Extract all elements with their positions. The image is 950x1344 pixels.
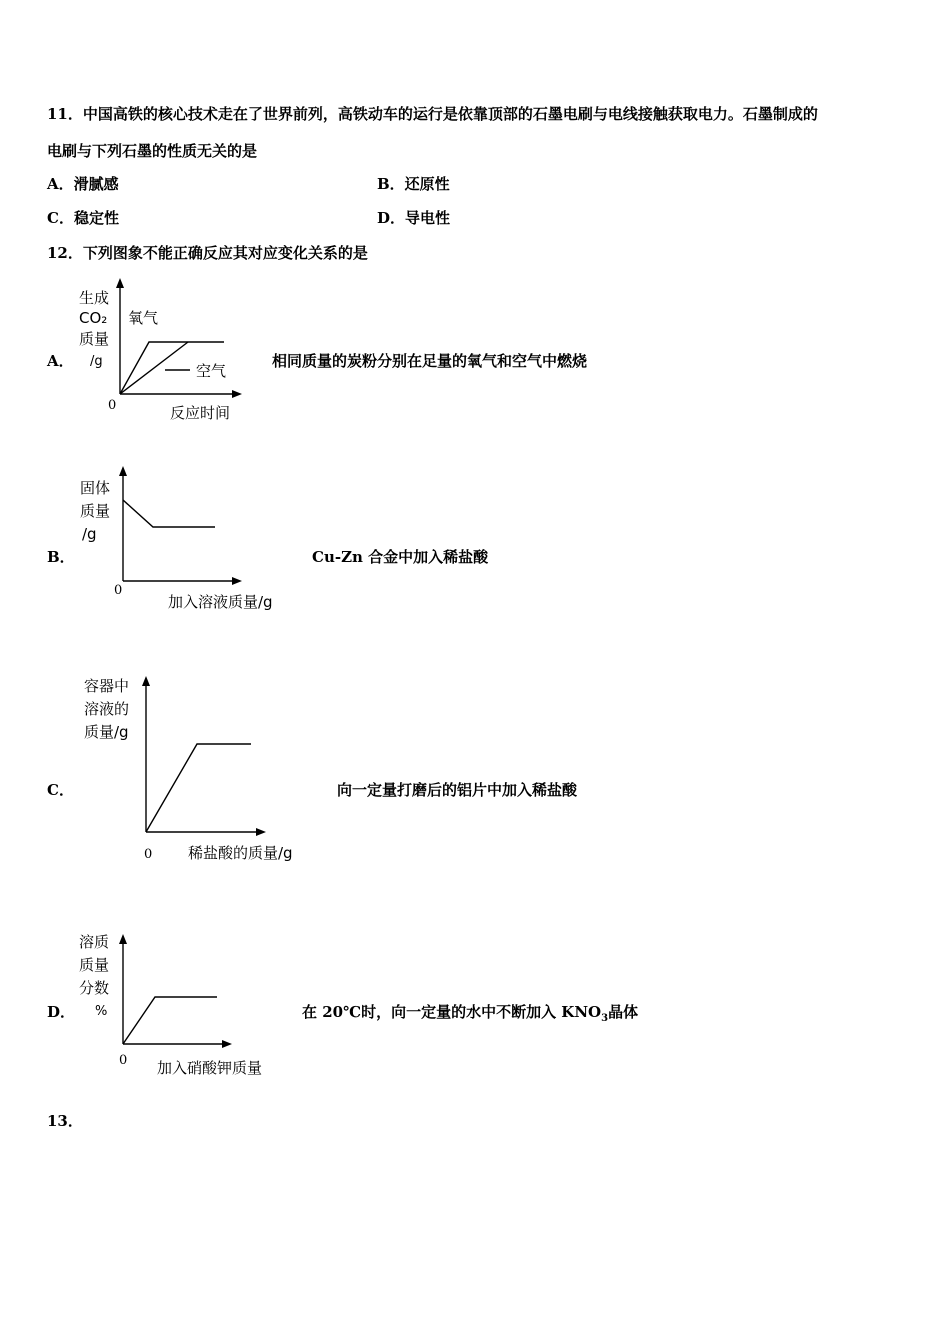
graph-a-origin: 0 (108, 398, 117, 413)
graph-a-ylabel-4: /g (90, 354, 103, 369)
graph-a-ylabel-2: CO₂ (79, 309, 108, 327)
graph-c-origin: 0 (144, 847, 153, 862)
q11-stem-line1: 11．中国高铁的核心技术走在了世界前列，高铁动车的运行是依靠顶部的石墨电刷与电线接触获取电力。石墨制成的 (47, 105, 818, 123)
q12-option-a-letter: A． (47, 352, 74, 370)
q12-option-c-desc: 向一定量打磨后的铝片中加入稀盐酸 (337, 781, 578, 799)
graph-d-origin: 0 (119, 1053, 128, 1068)
graph-a-series-oxygen: 氧气 (128, 309, 159, 327)
graph-d-ylabel-2: 质量 (79, 956, 110, 974)
graph-b-ylabel-1: 固体 (80, 479, 111, 497)
graph-c-ylabel-3: 质量/g (84, 723, 129, 741)
q11-option-c: C．稳定性 (47, 209, 119, 227)
graph-d-ylabel-3: 分数 (79, 979, 110, 997)
q13-label: 13． (47, 1112, 83, 1130)
q11-stem-line2: 电刷与下列石墨的性质无关的是 (47, 142, 258, 160)
q12-stem: 12．下列图象不能正确反应其对应变化关系的是 (47, 244, 368, 262)
q12-option-d-desc (302, 1001, 638, 1024)
graph-a-ylabel-3: 质量 (79, 330, 110, 348)
graph-b-ylabel-3: /g (82, 525, 97, 543)
graph-d-ylabel-1: 溶质 (79, 933, 110, 951)
graph-a-series-air: 空气 (196, 362, 227, 380)
graph-d-line (123, 997, 217, 1044)
graph-c-ylabel-1: 容器中 (84, 677, 130, 695)
graph-b-ylabel-2: 质量 (80, 502, 111, 520)
q12-option-c-letter: C． (47, 781, 74, 799)
q11-option-b: B．还原性 (377, 175, 450, 193)
graph-d-xlabel: 加入硝酸钾质量 (157, 1059, 263, 1077)
graph-b-origin: 0 (114, 583, 123, 598)
graph-a-xlabel: 反应时间 (170, 404, 231, 422)
graph-d-ylabel-4: % (95, 1004, 108, 1019)
q12-option-d-desc-pre: 在 20℃时，向一定量的水中不断加入 KNO (302, 1003, 602, 1021)
q12-option-b-letter: B． (47, 548, 75, 566)
q12-option-a-desc: 相同质量的炭粉分别在足量的氧气和空气中燃烧 (272, 352, 588, 370)
q12-option-d-desc-post: 晶体 (608, 1003, 639, 1021)
graph-c-xlabel: 稀盐酸的质量/g (188, 844, 293, 862)
q12-option-d-letter: D． (47, 1003, 76, 1021)
q12-option-d-desc-sub: 3 (601, 1013, 609, 1024)
q12-option-b-desc: Cu-Zn 合金中加入稀盐酸 (312, 548, 489, 566)
graph-d-x-arrow (222, 1040, 232, 1048)
graph-c-ylabel-2: 溶液的 (84, 700, 130, 718)
graph-d-y-arrow (119, 934, 127, 944)
graph-b-xlabel: 加入溶液质量/g (168, 593, 273, 611)
graph-a-ylabel-1: 生成 (79, 289, 110, 307)
q11-option-a: A．滑腻感 (47, 175, 119, 193)
q11-option-d: D．导电性 (377, 209, 451, 227)
